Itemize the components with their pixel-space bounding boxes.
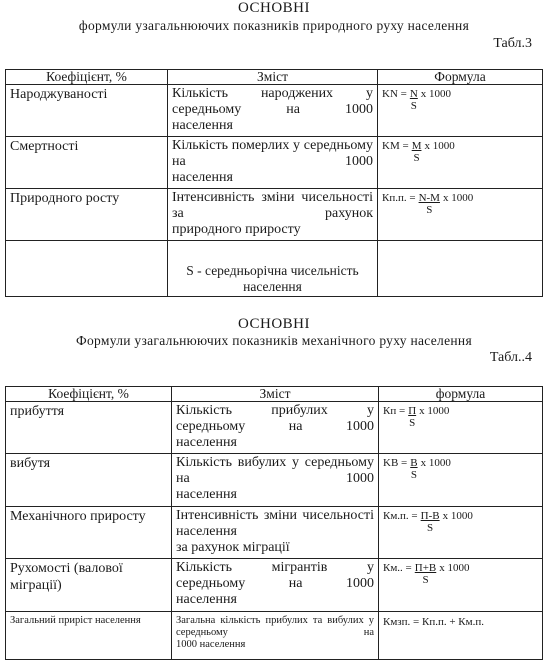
table-row (6, 85, 543, 137)
column-header: формула (379, 387, 543, 402)
column-header: Коефіцієнт, % (6, 387, 172, 402)
table-row (6, 454, 543, 506)
coefficient-label: Загальний приріст населення (6, 611, 172, 659)
description-cell: Кількість мігрантів у середньому на 1000 населення (172, 559, 379, 611)
description-cell: Кількість вибулих у середньому на 1000 населення (172, 454, 379, 506)
section1-subtitle: формули узагальнюючих показників природного руху населення (78, 18, 470, 33)
formula-cell: Кп.п. = $\frac{N-M}{S}$ x 1000 (378, 189, 543, 241)
table-3 (5, 69, 543, 297)
formula-cell: KB = $\frac{B}{S}$ x 1000 (379, 454, 543, 506)
section2-table-label: Табл..4 (489, 350, 532, 365)
description-cell: Кількість народжених у середньому на 1000 населення (168, 85, 378, 137)
description-cell: Кількість померлих у середньому на 1000 населення (168, 137, 378, 189)
section2-title: ОСНОВНІ (237, 316, 311, 332)
table-row (6, 611, 543, 659)
footnote-cell: S - середньорічна чисельність населення (168, 241, 378, 297)
coefficient-label: Природного росту (6, 189, 168, 241)
table-row (6, 189, 543, 241)
empty-cell (378, 241, 543, 297)
formula-cell: Км.. = $\frac{П+В}{S}$ x 1000 (379, 559, 543, 611)
description-cell: Кількість прибулих у середньому на 1000 населення (172, 402, 379, 454)
coefficient-label: прибуття (6, 402, 172, 454)
table-row (6, 506, 543, 558)
table-row (6, 241, 543, 297)
coefficient-label: Механічного приросту (6, 506, 172, 558)
table-4 (5, 386, 543, 660)
formula-cell: Кп = $\frac{П}{S}$ x 1000 (379, 402, 543, 454)
coefficient-label: Рухомості (валової міграції) (6, 559, 172, 611)
description-cell: Інтенсивність зміни чисельності населення за рахунок міграції (172, 506, 379, 558)
empty-cell (6, 241, 168, 297)
table-row (6, 402, 543, 454)
coefficient-label: Народжуваності (6, 85, 168, 137)
table-row (6, 137, 543, 189)
table-row (6, 559, 543, 611)
column-header: Зміст (168, 70, 378, 85)
formula-cell: Км.п. = $\frac{П-В}{S}$ x 1000 (379, 506, 543, 558)
formula-cell: Кмзп. = Кп.п. + Км.п. (379, 611, 543, 659)
description-cell: Загальна кількість прибулих та вибулих у середньому на 1000 населення (172, 611, 379, 659)
column-header: Зміст (172, 387, 379, 402)
column-header: Формула (378, 70, 543, 85)
description-cell: Інтенсивність зміни чисельності за рахунок природного приросту (168, 189, 378, 241)
column-header: Коефіцієнт, % (6, 70, 168, 85)
section2-subtitle: Формули узагальнюючих показників механічного руху населення (76, 333, 472, 348)
formula-cell: KN = $\frac{N}{S}$ x 1000 (378, 85, 543, 137)
formula-cell: KM = $\frac{M}{S}$ x 1000 (378, 137, 543, 189)
coefficient-label: вибутя (6, 454, 172, 506)
section1-title: ОСНОВНІ (237, 0, 311, 16)
coefficient-label: Смертності (6, 137, 168, 189)
section1-table-label: Табл.3 (493, 36, 532, 51)
